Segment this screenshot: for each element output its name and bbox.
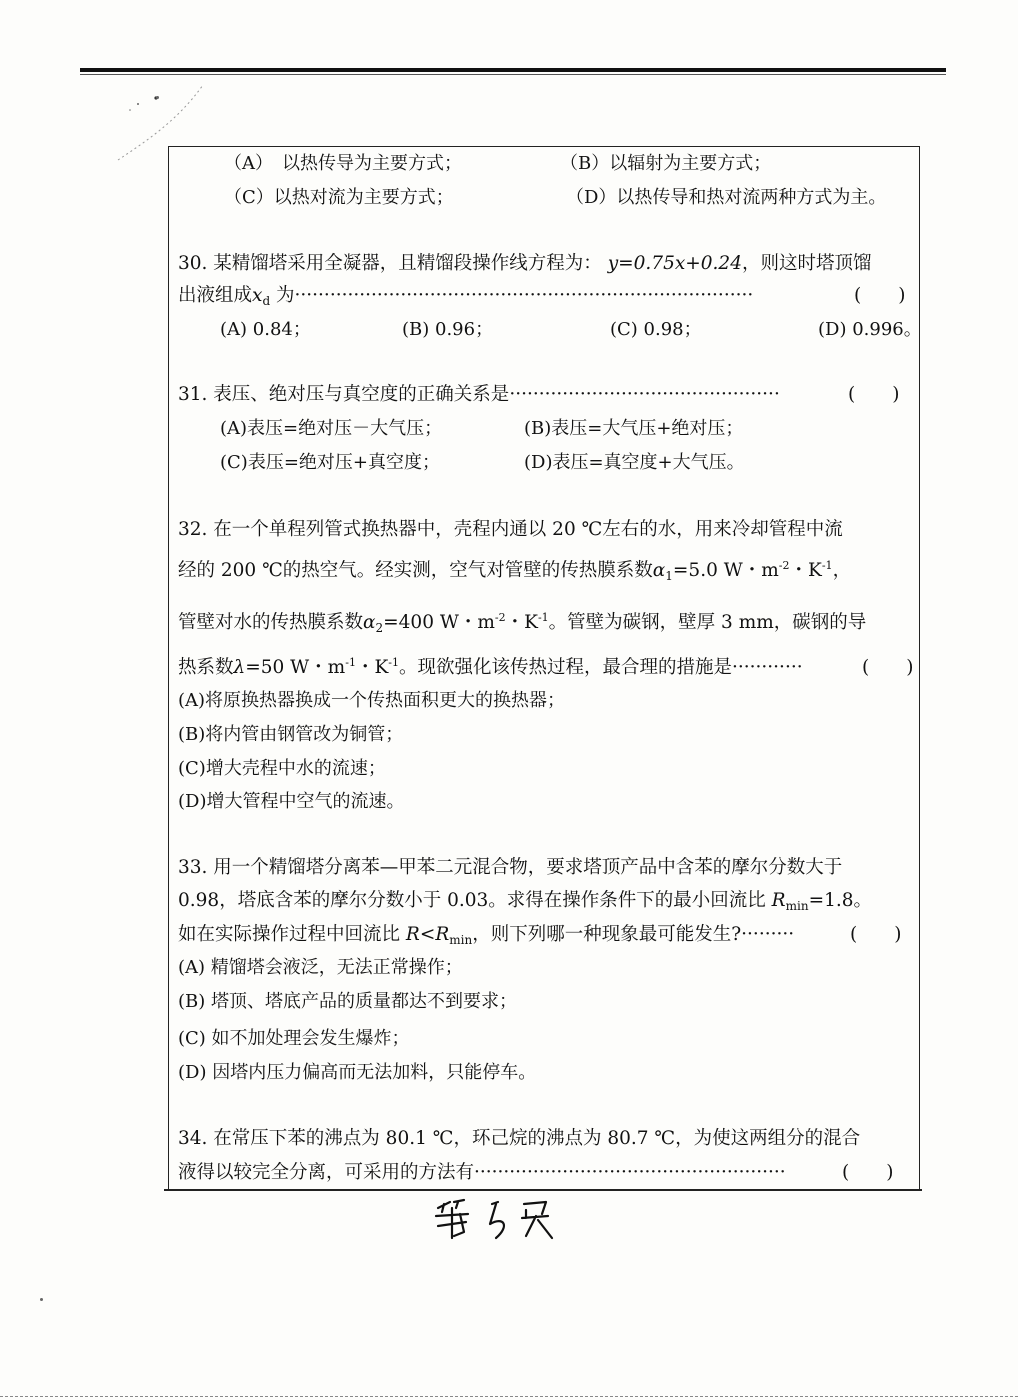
q32-value-3: =50 W・m [245,657,346,678]
q32-text-a: 经的 200 ℃的热空气。经实测，空气对管壁的传热膜系数 [178,560,653,581]
q31-option-b: (B)表压=大气压+绝对压； [524,418,744,439]
q33-stem-line-3 [178,923,794,947]
header-rule-thin [80,74,946,75]
q33-option-d: (D) 因塔内压力偏高而无法加料，只能停车。 [178,1062,537,1083]
q33-leader-dots: ········· [741,924,795,945]
q31-answer-blank: ( ) [848,384,900,405]
q33-rmin-2: R [435,924,450,945]
q30-variable-subscript: d [262,294,271,308]
q32-text-b: ， [832,560,852,581]
q32-option-d: (D)增大管程中空气的流速。 [178,791,405,812]
q30-option-a: (A) 0.84； [220,319,311,340]
question-frame-bottom [164,1189,922,1191]
q33-text-c: 如在实际操作过程中回流比 [178,924,401,945]
q30-stem-line-2 [178,284,753,308]
q29-option-d: （D）以热传导和热对流两种方式为主。 [566,187,887,208]
q30-text-a: 30. 某精馏塔采用全凝器，且精馏段操作线方程为： [178,253,602,274]
q34-leader-dots: ····················································· [474,1162,786,1183]
q33-text-a: 0.98，塔底含苯的摩尔分数小于 0.03。求得在操作条件下的最小回流比 [178,890,766,911]
q34-stem-line-2 [178,1161,786,1185]
q30-option-d: (D) 0.996。 [818,319,922,340]
handwritten-page-number [430,1196,570,1242]
q30-stem-line-1 [178,252,872,276]
q30-text-b: ，则这时塔顶馏 [741,253,872,274]
q31-stem [178,383,780,407]
q32-exp-m2: -2 [778,559,790,572]
q33-rmin-subscript: min [785,899,809,913]
q32-exp-k1b: -1 [537,611,549,624]
q34-text: 液得以较完全分离，可采用的方法有 [178,1162,475,1183]
q34-stem-line-1: 34. 在常压下苯的沸点为 80.1 ℃，环己烷的沸点为 80.7 ℃，为使这两组分的混合 [178,1128,861,1149]
q32-answer-blank: ( ) [862,657,914,678]
q32-text-c: 管壁对水的传热膜系数 [178,612,364,633]
q29-option-a: （A） 以热传导为主要方式； [224,153,462,174]
q32-exp-m2b: -2 [494,611,506,624]
q30-variable: x [252,285,263,306]
q33-answer-blank: ( ) [850,924,902,945]
q33-text-d: ，则下列哪一种现象最可能发生? [472,924,742,945]
q32-stem-line-3 [178,611,866,635]
q31-option-c: (C)表压=绝对压+真空度； [220,452,440,473]
q31-leader-dots: ·············································· [509,384,780,405]
q30-text-c: 出液组成 [178,285,253,306]
q32-stem-line-4 [178,656,803,680]
q31-option-d: (D)表压=真空度+大气压。 [524,452,745,473]
q32-value-2: =400 W・m [383,612,495,633]
q32-exp-k1c: -1 [388,656,399,669]
q33-stem-line-1: 33. 用一个精馏塔分离苯—甲苯二元混合物，要求塔顶产品中含苯的摩尔分数大于 [178,857,843,878]
q32-value-1: =5.0 W・m [672,560,779,581]
q32-option-b: (B)将内管由钢管改为铜管； [178,724,404,745]
q33-r: R [405,924,420,945]
q32-alpha-2-subscript: 2 [375,621,384,635]
q32-unit-k3: ・K [355,657,389,678]
q29-option-b: （B）以辐射为主要方式； [560,153,772,174]
q30-text-d: 为 [270,285,295,306]
q33-lt: < [419,924,436,945]
q32-leader-dots: ············ [732,657,803,678]
q30-option-b: (B) 0.96； [402,319,494,340]
q30-equation: y=0.75x+0.24 [607,253,742,274]
q33-rmin-2-subscript: min [449,933,473,947]
q33-option-a: (A) 精馏塔会液泛，无法正常操作； [178,957,463,978]
header-rule [80,68,946,72]
q30-answer-blank: ( ) [854,285,906,306]
q32-alpha-2: α [363,612,376,633]
q32-stem-line-1: 32. 在一个单程列管式换热器中，壳程内通以 20 ℃左右的水，用来冷却管程中流 [178,519,843,540]
q32-exp-m1: -1 [345,656,356,669]
q33-stem-line-2 [178,889,872,913]
q32-lambda: λ [233,657,246,678]
q32-text-f: 。现欲强化该传热过程，最合理的措施是 [399,657,733,678]
q32-text-e: 热系数 [178,657,234,678]
q29-option-c: （C）以热对流为主要方式； [224,187,454,208]
q32-alpha-1-subscript: 1 [665,569,673,583]
q33-option-b: (B) 塔顶、塔底产品的质量都达不到要求； [178,991,517,1012]
q32-alpha-1: α [652,560,666,581]
q33-option-c: (C) 如不加处理会发生爆炸； [178,1028,410,1049]
q32-option-c: (C)增大壳程中水的流速； [178,758,386,779]
q30-leader-dots: ·············································································· [294,285,754,306]
q33-rmin: R [771,890,786,911]
q32-stem-line-2 [178,559,851,583]
scan-edge-line [0,1396,1018,1398]
q32-unit-k: ・K [789,560,822,581]
q32-exp-k1: -1 [821,559,833,572]
q30-option-c: (C) 0.98； [610,319,702,340]
scan-speck [156,96,159,99]
q31-text: 31. 表压、绝对压与真空度的正确关系是 [178,384,510,405]
q33-text-b: =1.8。 [808,890,872,911]
scan-speck-lower [40,1298,43,1301]
q34-answer-blank: ( ) [842,1162,894,1183]
q32-unit-k2: ・K [505,612,538,633]
q32-text-d: 。管壁为碳钢，壁厚 3 mm，碳钢的导 [548,612,867,633]
q32-option-a: (A)将原换热器换成一个传热面积更大的换热器； [178,690,566,711]
q31-option-a: (A)表压=绝对压－大气压； [220,418,443,439]
